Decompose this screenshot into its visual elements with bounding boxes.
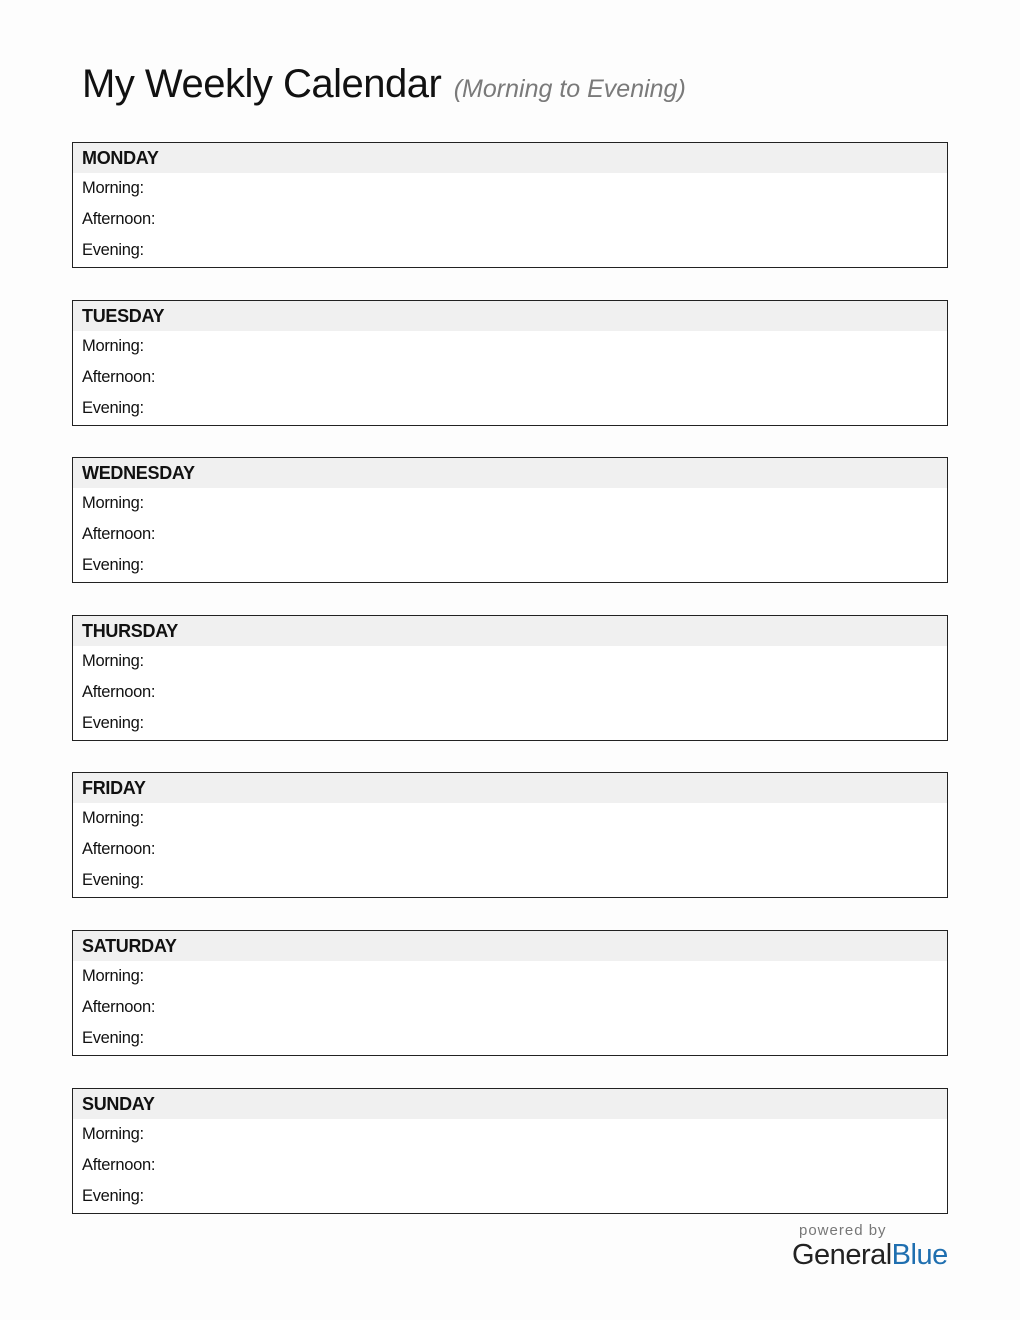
evening-label: Evening: [82, 241, 144, 259]
morning-label: Morning: [82, 179, 144, 197]
morning-label: Morning: [82, 336, 144, 355]
day-wednesday [72, 457, 948, 583]
afternoon-label: Afternoon: [82, 367, 156, 386]
afternoon-label: Afternoon: [82, 210, 156, 228]
generalblue-logo [792, 1222, 948, 1272]
week-days [72, 142, 948, 1245]
powered-by-text: powered by [799, 1222, 887, 1239]
day-heading: SATURDAY [73, 931, 947, 961]
afternoon-label: Afternoon: [82, 840, 156, 859]
brand-general-text: General [792, 1239, 892, 1271]
page-header [82, 62, 686, 107]
afternoon-label: Afternoon: [82, 682, 156, 701]
brand-blue-text: Blue [891, 1239, 948, 1271]
day-saturday [72, 930, 948, 1056]
day-heading: MONDAY [73, 143, 947, 173]
day-heading: WEDNESDAY [73, 458, 947, 488]
evening-label: Evening: [82, 556, 144, 575]
day-friday [72, 772, 948, 898]
day-heading: THURSDAY [73, 616, 947, 646]
evening-label: Evening: [82, 871, 144, 890]
evening-label: Evening: [82, 1028, 144, 1047]
day-monday [72, 142, 948, 268]
morning-label: Morning: [82, 494, 144, 513]
afternoon-label: Afternoon: [82, 1155, 156, 1174]
morning-label: Morning: [82, 809, 144, 828]
day-heading: SUNDAY [73, 1089, 947, 1119]
page-subtitle: (Morning to Evening) [453, 75, 686, 103]
brand-wordmark [792, 1239, 948, 1272]
morning-label: Morning: [82, 651, 144, 670]
page-title: My Weekly Calendar [82, 62, 442, 106]
day-tuesday [72, 300, 948, 426]
evening-label: Evening: [82, 1186, 144, 1205]
evening-label: Evening: [82, 398, 144, 417]
morning-label: Morning: [82, 966, 144, 985]
day-heading: FRIDAY [73, 773, 947, 803]
day-sunday [72, 1088, 948, 1214]
afternoon-label: Afternoon: [82, 525, 156, 544]
afternoon-label: Afternoon: [82, 997, 156, 1016]
day-heading: TUESDAY [73, 301, 947, 331]
morning-label: Morning: [82, 1124, 144, 1143]
day-thursday [72, 615, 948, 741]
evening-label: Evening: [82, 713, 144, 732]
